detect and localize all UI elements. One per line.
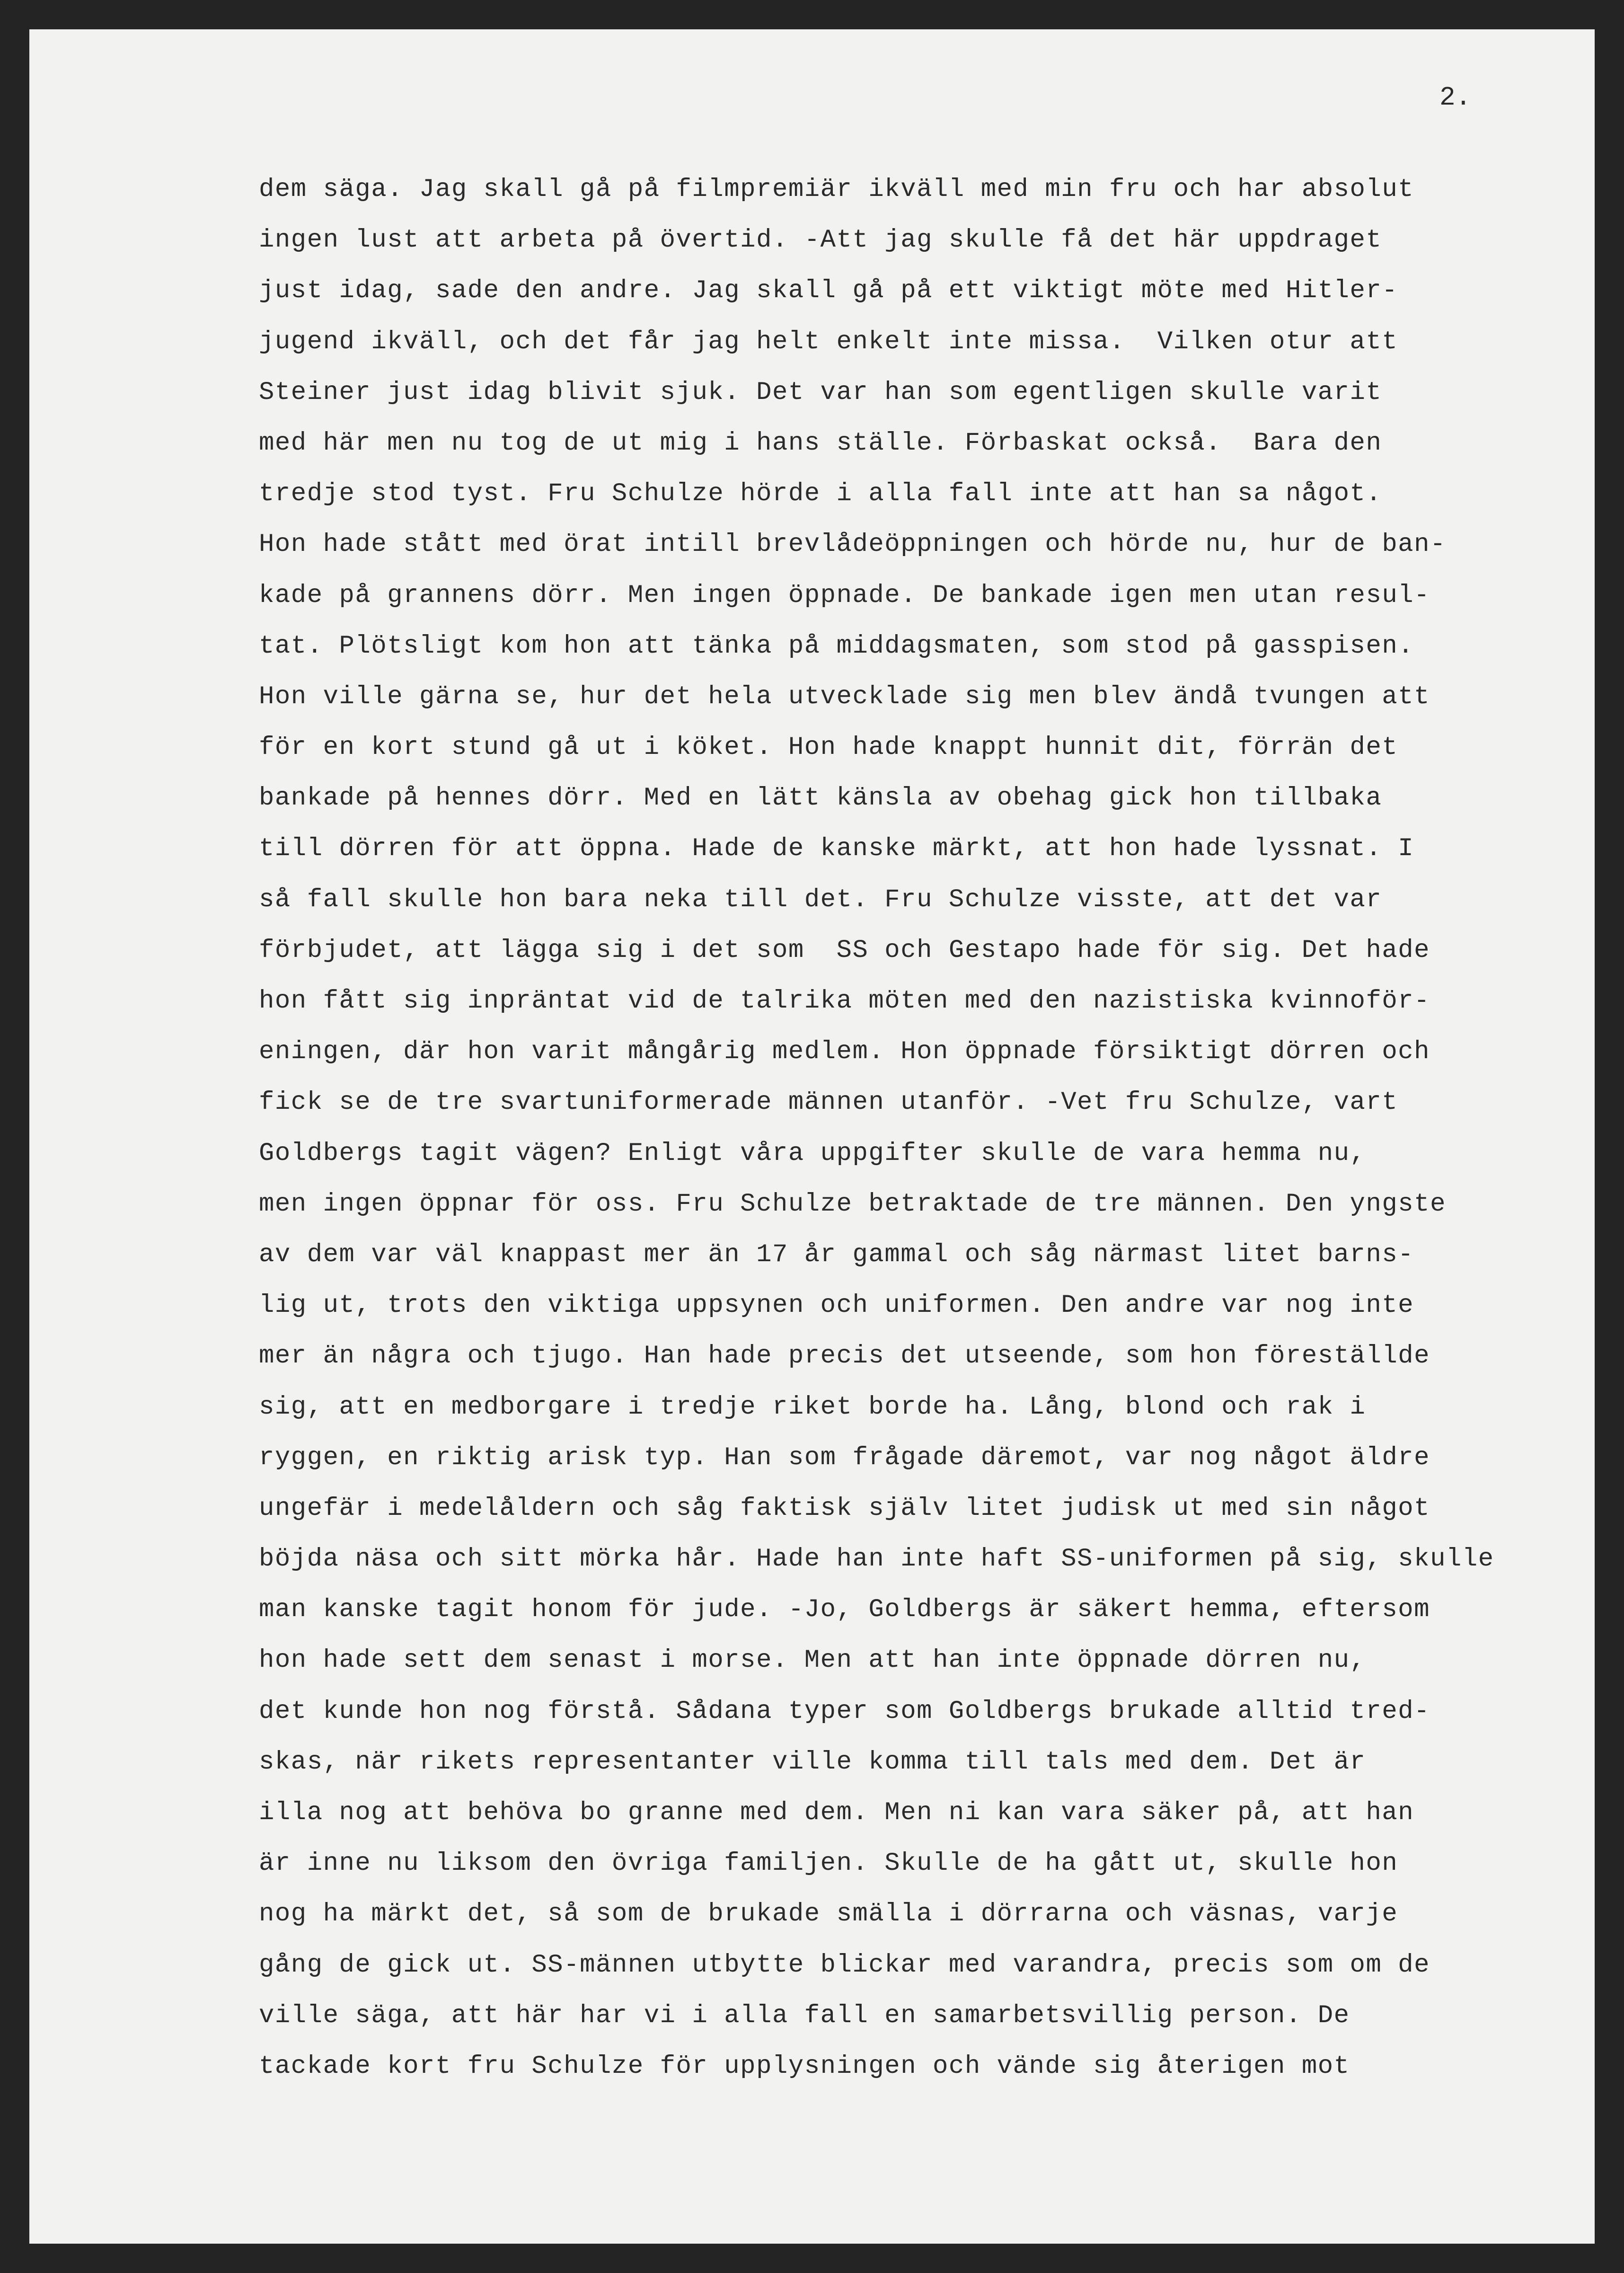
typewritten-page [29,29,1595,2244]
text-line: sig, att en medborgare i tredje riket borde ha. Lång, blond och rak i [259,1392,1366,1422]
text-line: för en kort stund gå ut i köket. Hon hade knappt hunnit dit, förrän det [259,733,1398,762]
text-line: illa nog att behöva bo granne med dem. Men ni kan vara säker på, att han [259,1798,1414,1827]
text-line: lig ut, trots den viktiga uppsynen och uniformen. Den andre var nog inte [259,1291,1414,1320]
text-line: dem säga. Jag skall gå på filmpremiär ikväll med min fru och har absolut [259,175,1414,204]
text-line: det kunde hon nog förstå. Sådana typer som Goldbergs brukade alltid tred- [259,1697,1430,1726]
text-line: förbjudet, att lägga sig i det som SS och Gestapo hade för sig. Det hade [259,936,1430,965]
text-line: Hon ville gärna se, hur det hela utvecklade sig men blev ändå tvungen att [259,682,1430,711]
text-line: Steiner just idag blivit sjuk. Det var han som egentligen skulle varit [259,378,1382,407]
text-line: gång de gick ut. SS-männen utbytte blickar med varandra, precis som om de [259,1950,1430,1980]
text-line: med här men nu tog de ut mig i hans ställe. Förbaskat också. Bara den [259,428,1382,458]
text-line: böjda näsa och sitt mörka hår. Hade han inte haft SS-uniformen på sig, skulle [259,1545,1494,1574]
text-line: bankade på hennes dörr. Med en lätt känsla av obehag gick hon tillbaka [259,784,1382,813]
text-line: ingen lust att arbeta på övertid. -Att jag skulle få det här uppdraget [259,226,1382,255]
text-line: ville säga, att här har vi i alla fall en samarbetsvillig person. De [259,2001,1350,2030]
text-line: nog ha märkt det, så som de brukade smälla i dörrarna och väsnas, varje [259,1900,1398,1929]
text-line: till dörren för att öppna. Hade de kanske märkt, att hon hade lyssnat. I [259,834,1414,864]
text-line: ryggen, en riktig arisk typ. Han som frågade däremot, var nog något äldre [259,1443,1430,1472]
text-line: ungefär i medelåldern och såg faktisk själv litet judisk ut med sin något [259,1494,1430,1523]
text-line: jugend ikväll, och det får jag helt enkelt inte missa. Vilken otur att [259,327,1398,356]
body-text [259,164,1494,2092]
text-line: kade på grannens dörr. Men ingen öppnade. De bankade igen men utan resul- [259,581,1430,610]
text-line: men ingen öppnar för oss. Fru Schulze betraktade de tre männen. Den yngste [259,1189,1446,1219]
text-line: mer än några och tjugo. Han hade precis det utseende, som hon föreställde [259,1342,1430,1371]
text-line: Goldbergs tagit vägen? Enligt våra uppgifter skulle de vara hemma nu, [259,1139,1366,1168]
text-line: hon hade sett dem senast i morse. Men att han inte öppnade dörren nu, [259,1646,1366,1675]
text-line: av dem var väl knappast mer än 17 år gammal och såg närmast litet barns- [259,1240,1414,1269]
text-line: just idag, sade den andre. Jag skall gå på ett viktigt möte med Hitler- [259,276,1398,306]
text-line: hon fått sig inpräntat vid de talrika möten med den nazistiska kvinnoför- [259,987,1430,1016]
page-number: 2. [1439,82,1472,113]
text-line: Hon hade stått med örat intill brevlådeöppningen och hörde nu, hur de ban- [259,530,1446,559]
text-line: skas, när rikets representanter ville komma till tals med dem. Det är [259,1747,1366,1777]
text-line: man kanske tagit honom för jude. -Jo, Goldbergs är säkert hemma, eftersom [259,1595,1430,1625]
text-line: tredje stod tyst. Fru Schulze hörde i alla fall inte att han sa något. [259,479,1382,509]
text-line: tat. Plötsligt kom hon att tänka på middagsmaten, som stod på gasspisen. [259,631,1414,661]
text-line: så fall skulle hon bara neka till det. Fru Schulze visste, att det var [259,885,1382,914]
text-line: fick se de tre svartuniformerade männen utanför. -Vet fru Schulze, vart [259,1088,1398,1117]
text-line: eningen, där hon varit mångårig medlem. Hon öppnade försiktigt dörren och [259,1037,1430,1067]
text-line: tackade kort fru Schulze för upplysningen och vände sig återigen mot [259,2052,1350,2081]
text-line: är inne nu liksom den övriga familjen. Skulle de ha gått ut, skulle hon [259,1849,1398,1878]
